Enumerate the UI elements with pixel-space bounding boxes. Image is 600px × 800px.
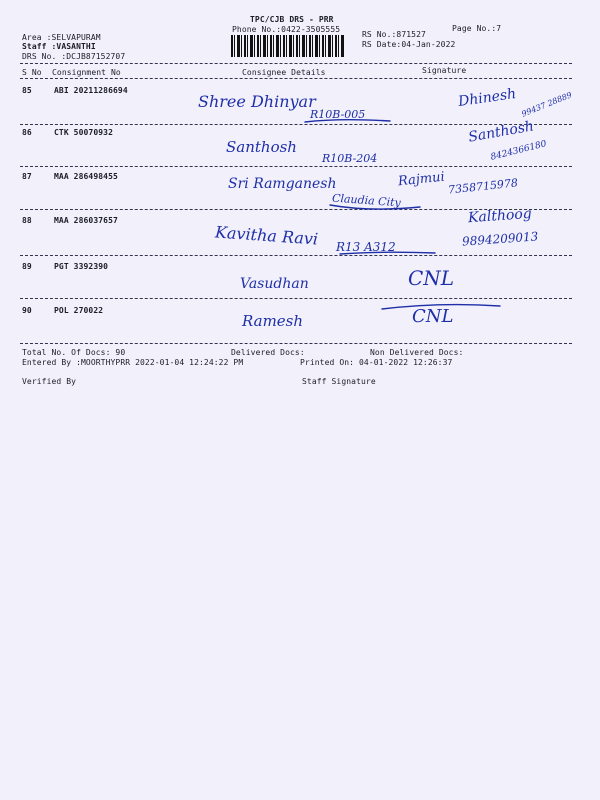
- handwritten-consignee: Ramesh: [242, 312, 304, 330]
- rs-number: RS No.:871527: [362, 30, 426, 39]
- col-consignee: Consignee Details: [242, 68, 326, 77]
- col-sno: S No: [22, 68, 42, 77]
- handwritten-address: Claudia City: [331, 191, 402, 210]
- row-consignment: MAA 286498455: [54, 172, 118, 181]
- entered-by: Entered By :MOORTHYPRR 2022-01-04 12:24:22 PM: [22, 358, 244, 367]
- handwritten-signature: Rajmui: [397, 169, 446, 190]
- handwritten-consignee: Vasudhan: [240, 276, 309, 292]
- handwritten-address: R10B-005: [310, 108, 366, 121]
- handwritten-address: R13 A312: [336, 240, 396, 254]
- phone-number: Phone No.:0422-3505555: [232, 25, 341, 34]
- area-label: Area :SELVAPURAM: [22, 33, 101, 42]
- handwritten-address: R10B-204: [322, 152, 378, 165]
- handwritten-consignee: Santhosh: [226, 138, 297, 156]
- row-consignment: MAA 286037657: [54, 216, 118, 225]
- drs-number: DRS No. :DCJB87152707: [22, 52, 126, 61]
- handwritten-consignee: Kavitha Ravi: [214, 222, 319, 249]
- staff-signature: Staff Signature: [302, 377, 376, 386]
- row-consignment: ABI 20211286694: [54, 86, 128, 95]
- handwritten-consignee: Shree Dhinyar: [198, 92, 316, 111]
- total-docs: Total No. Of Docs: 90: [22, 348, 126, 357]
- row-sno: 89: [22, 262, 32, 271]
- handwritten-signature: Kalthoog: [467, 205, 533, 227]
- delivered-docs: Delivered Docs:: [231, 348, 305, 357]
- row-sno: 88: [22, 216, 32, 225]
- non-delivered-docs: Non Delivered Docs:: [370, 348, 464, 357]
- handwritten-phone: 8424366180: [489, 139, 548, 163]
- row-sno: 90: [22, 306, 32, 315]
- staff-label: Staff :VASANTHI: [22, 42, 96, 51]
- pen-stroke: [330, 205, 420, 209]
- col-signature: Signature: [422, 66, 467, 75]
- handwritten-phone: 99437 28889: [520, 90, 574, 119]
- rs-date: RS Date:04-Jan-2022: [362, 40, 456, 49]
- handwritten-signature: CNL: [412, 306, 454, 327]
- col-consignment: Consignment No: [52, 68, 121, 77]
- pen-stroke: [305, 120, 390, 122]
- row-consignment: POL 270022: [54, 306, 104, 315]
- printed-on: Printed On: 04-01-2022 12:26:37: [300, 358, 453, 367]
- row-sno: 85: [22, 86, 32, 95]
- pen-stroke: [382, 305, 500, 309]
- row-sno: 86: [22, 128, 32, 137]
- handwritten-phone: 7358715978: [447, 176, 519, 197]
- page-number: Page No.:7: [452, 24, 502, 33]
- handwritten-consignee: Sri Ramganesh: [228, 176, 337, 192]
- row-consignment: PGT 3392390: [54, 262, 109, 271]
- doc-title: TPC/CJB DRS - PRR: [250, 15, 334, 24]
- handwritten-signature: Santhosh: [467, 118, 536, 146]
- verified-by: Verified By: [22, 377, 77, 386]
- handwritten-signature: Dhinesh: [457, 86, 518, 110]
- handwritten-phone: 9894209013: [461, 229, 539, 249]
- row-consignment: CTK 50070932: [54, 128, 113, 137]
- pen-stroke: [340, 252, 435, 254]
- handwritten-signature: CNL: [408, 266, 455, 290]
- row-sno: 87: [22, 172, 32, 181]
